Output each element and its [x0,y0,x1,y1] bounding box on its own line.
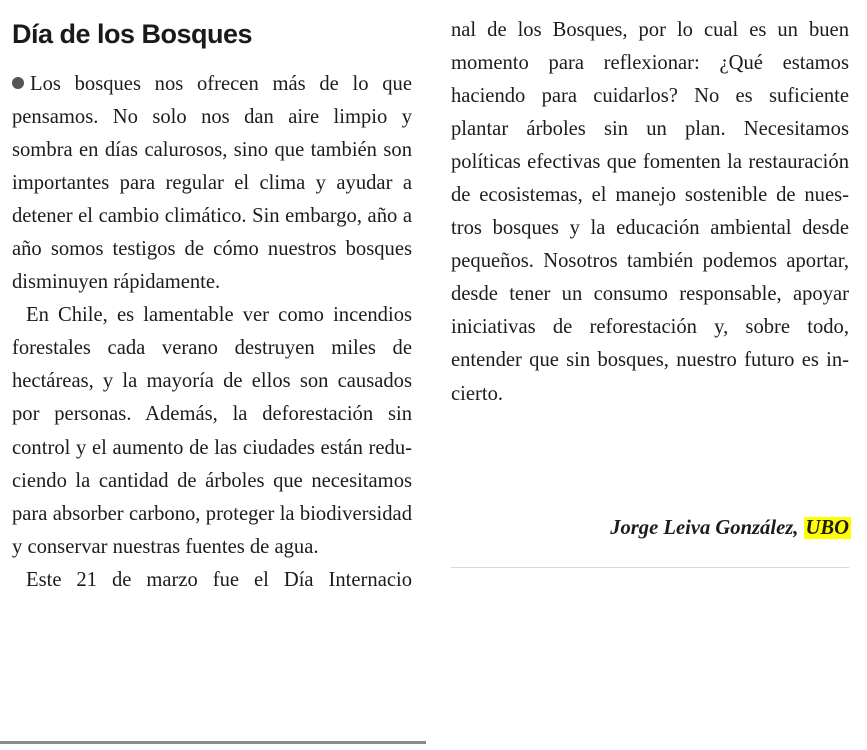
right-column [451,14,849,411]
signature [610,513,851,543]
author-name: Jorge Leiva González, [610,517,804,539]
paragraph-1 [12,68,412,299]
affiliation-badge: UBO [805,517,849,539]
left-column [12,68,412,597]
paragraph-2: En Chile, es lamentable ver como incendios forestales cada verano destruyen miles de hectáreas, y la mayoría de ellos son causados por personas. Además, la deforestación sin control y el aumento de las ciudades están reduciendo la cantidad de árboles que necesitamos para absorber carbono, proteger la biodiversidad y conservar nuestras fuentes de agua. [12,304,412,558]
divider-bottom [0,741,426,744]
article-title: Día de los Bosques [12,19,253,49]
paragraph-3-continued: nal de los Bosques, por lo cual es un buen momento para reflexionar: ¿Qué estamos haciendo para cuidarlos? No es suficiente plantar árboles sin un plan. Necesitamos políticas efectivas que fomenten la restauración de ecosistemas, el manejo sostenible de nuestros bosques y la educación ambiental desde pequeños. Nosotros también podemos aportar, desde tener un consumo responsable, apoyar iniciativas de reforestación y, sobre todo, entender que sin bosques, nuestro futuro es incierto. [451,19,849,405]
paragraph-3-start: Este 21 de marzo fue el Día Internacio [26,568,412,591]
divider-right [451,567,849,568]
paragraph-1-text: Los bosques nos ofrecen más de lo que pensamos. No solo nos dan aire limpio y sombra en días calurosos, sino que también son importantes para regular el clima y ayudar a detener el cambio climático. Sin embargo, año a año somos testigos de cómo nuestros bosques disminuyen rápidamente. [12,73,412,294]
bullet-icon [12,77,24,89]
